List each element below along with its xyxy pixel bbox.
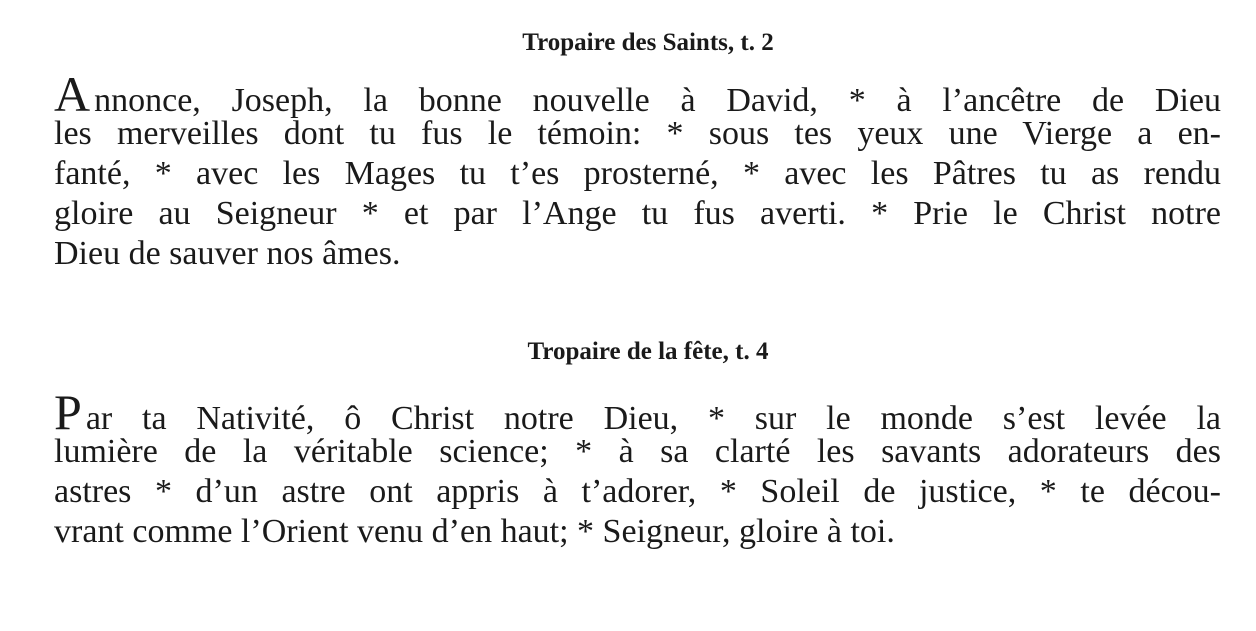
section-heading-saints: Tropaire des Saints, t. 2 <box>522 29 774 56</box>
text-line: gloire au Seigneur * et par l’Ange tu fus averti. * Prie le Christ notre <box>54 195 1221 232</box>
text-line: lumière de la véritable science; * à sa clarté les savants adorateurs des <box>54 433 1221 470</box>
text-line: astres * d’un astre ont appris à t’adorer, * Soleil de justice, * te décou- <box>54 473 1221 510</box>
text-line: les merveilles dont tu fus le témoin: * sous tes yeux une Vierge a en- <box>54 115 1221 152</box>
text-line <box>54 66 1221 122</box>
troparion-saints-text <box>54 66 1221 274</box>
text-line: fanté, * avec les Mages tu t’es prosterné, * avec les Pâtres tu as rendu <box>54 155 1221 192</box>
drop-cap: A <box>54 66 91 122</box>
text-line: Dieu de sauver nos âmes. <box>54 235 401 272</box>
text-line <box>54 384 1221 440</box>
line-text: ar ta Nativité, ô Christ notre Dieu, * sur le monde s’est levée la <box>85 400 1221 437</box>
line-text: nnonce, Joseph, la bonne nouvelle à David, * à l’ancêtre de Dieu <box>94 82 1221 119</box>
troparion-feast-text <box>54 384 1221 552</box>
section-heading-feast: Tropaire de la fête, t. 4 <box>527 338 769 365</box>
text-line: vrant comme l’Orient venu d’en haut; * Seigneur, gloire à toi. <box>54 513 895 550</box>
drop-cap: P <box>54 384 82 440</box>
